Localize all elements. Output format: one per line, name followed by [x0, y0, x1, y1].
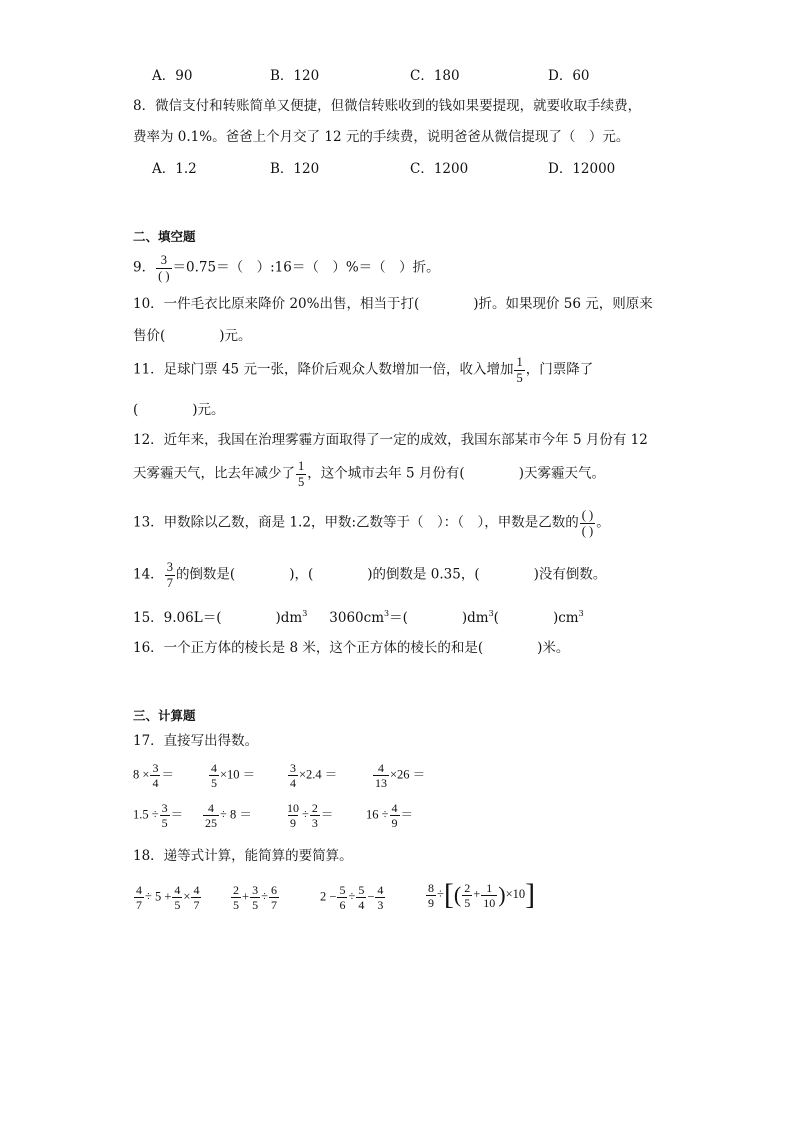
q7-option-c: C．180	[410, 68, 460, 84]
q15-sup-3: 3	[488, 609, 494, 618]
q17-expr-6: $\frac{4}{25}$ ÷ 8 ＝	[205, 801, 252, 830]
q7-option-d: D．60	[548, 68, 590, 84]
q12-pre: 天雾霾天气，比去年减少了	[133, 465, 295, 482]
q10-line2: 售价( )元。	[133, 328, 252, 344]
right-bracket: ]	[525, 878, 536, 911]
q12-post: ，这个城市去年 5 月份有( )天雾霾天气。	[307, 465, 605, 482]
q9-fraction: $\frac{3}{( )}$	[158, 253, 170, 283]
left-paren: (	[453, 882, 462, 907]
q13-pre: 13．甲数除以乙数，商是 1.2，甲数:乙数等于（ ）：（ ），甲数是乙数的	[133, 514, 579, 531]
q9	[133, 254, 440, 282]
q13-fraction: $\frac{( )}{( )}$	[581, 508, 594, 538]
right-paren: )	[498, 882, 506, 907]
q17-expr-2: $\frac{4}{5}$ ×10 ＝	[211, 761, 256, 790]
q15-sup-4: 3	[578, 609, 584, 618]
q11-line1	[133, 356, 593, 384]
q14-text: 的倒数是( )，( )的倒数是 0.35，( )没有倒数。	[175, 566, 607, 583]
q15-part-d: ( )cm	[493, 610, 579, 626]
q11-post: ，门票降了	[525, 361, 594, 378]
q17-expr-4: $\frac{4}{13}$ ×26 ＝	[375, 761, 426, 790]
q18-expr-4: $\frac{8}{9}$ ÷[( $\frac{2}{5}$ + $\frac{1}{10}$ )×10]	[428, 878, 536, 911]
q15-sup-2: 3	[384, 609, 390, 618]
q9-number: 9．	[133, 259, 156, 276]
q13	[133, 509, 610, 537]
q8-option-a: A．1.2	[152, 161, 197, 177]
q10-line1: 10．一件毛衣比原来降价 20%出售，相当于打( )折。如果现价 56 元，则原来	[133, 296, 653, 312]
q18-expr-1: $\frac{4}{7}$ ÷ 5 + $\frac{4}{5}$ × $\frac{4}{7}$	[136, 883, 200, 912]
q8-line1: 8．微信支付和转账简单又便捷，但微信转账收到的钱如果要提现，就要收取手续费，	[133, 98, 642, 114]
q12-line2	[133, 460, 605, 488]
q13-post: 。	[596, 514, 610, 531]
q12-line1: 12．近年来，我国在治理雾霾方面取得了一定的成效，我国东部某市今年 5 月份有 12	[133, 432, 648, 448]
q11-pre: 11．足球门票 45 元一张，降价后观众人数增加一倍，收入增加	[133, 361, 514, 378]
q14	[133, 561, 606, 589]
q18-title: 18．递等式计算，能简算的要简算。	[133, 848, 353, 864]
q11-line2: ( )元。	[133, 402, 225, 418]
left-bracket: [	[443, 878, 454, 911]
q7-option-b: B．120	[270, 68, 320, 84]
q18-expr-3: 2 − $\frac{5}{6}$ ÷ $\frac{5}{4}$ − $\frac{4}{3}$	[320, 883, 384, 912]
q8-option-c: C．1200	[410, 161, 469, 177]
q8-option-b: B．120	[270, 161, 320, 177]
q15-part-a: 15．9.06L＝( )dm	[133, 610, 303, 626]
q12-fraction: $\frac{1}{5}$	[298, 459, 305, 489]
q17-expr-3: $\frac{3}{4}$ ×2.4 ＝	[290, 761, 338, 790]
q18-expr-2: $\frac{2}{5}$ + $\frac{3}{5}$ ÷ $\frac{6}{7}$	[233, 883, 277, 912]
section-title-calculation: 三、计算题	[133, 708, 196, 723]
q11-fraction: $\frac{1}{5}$	[516, 355, 523, 385]
q17-expr-8: 16 ÷ $\frac{4}{9}$ ＝	[366, 801, 414, 830]
q15-sup-1: 3	[302, 609, 308, 618]
q14-fraction: $\frac{3}{7}$	[166, 560, 173, 590]
q8-option-d: D．12000	[548, 161, 616, 177]
q15-part-c: ＝( )dm	[389, 610, 489, 626]
q17-title: 17．直接写出得数。	[133, 733, 259, 749]
q8-line2: 费率为 0.1%。爸爸上个月交了 12 元的手续费，说明爸爸从微信提现了（ ）元。	[133, 129, 630, 145]
q7-option-a: A．90	[152, 68, 193, 84]
q14-number: 14．	[133, 566, 164, 583]
q17-expr-1: 8 × $\frac{3}{4}$ ＝	[133, 761, 174, 790]
q15	[133, 610, 584, 626]
section-title-fill-blank: 二、填空题	[133, 229, 196, 244]
q17-expr-7: $\frac{10}{9}$ ÷ $\frac{2}{3}$ ＝	[287, 801, 334, 830]
q17-expr-5: 1.5 ÷ $\frac{3}{5}$ ＝	[133, 801, 184, 830]
q9-text: ＝0.75＝（ ）:16＝（ ）%＝（ ）折。	[172, 259, 440, 276]
q15-part-b: 3060cm	[329, 610, 384, 626]
q16: 16．一个正方体的棱长是 8 米，这个正方体的棱长的和是( )米。	[133, 640, 570, 656]
